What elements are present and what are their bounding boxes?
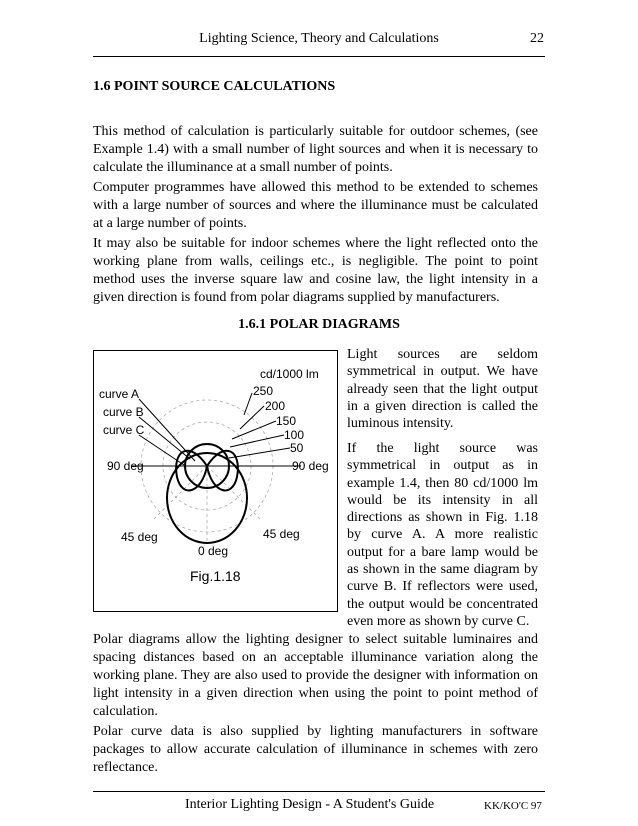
paragraph-1: This method of calculation is particularly suitable for outdoor schemes, (see Example 1.4) with a small number of light sources and when it is necessary to calculate the illuminance at a small number of points. [93, 124, 538, 175]
polar-diagram [94, 351, 338, 612]
side-paragraph-1: Light sources are seldom symmetrical in output. We have already seen that the light output in a given direction is called the luminous intensity. [347, 347, 538, 432]
page-number: 22 [530, 31, 544, 46]
units-label: cd/1000 lm [260, 367, 319, 381]
ring-label-250: 250 [253, 384, 274, 398]
polar-diagram-figure [93, 350, 338, 612]
ring-label-150: 150 [276, 414, 297, 428]
paragraph-4: Polar diagrams allow the lighting designer to select suitable luminaires and spacing distances based on an acceptable illuminance variation along the working plane. They are also used to provide the designer with information on light intensity in a given direction when using the point to point method of calculation. [93, 632, 538, 719]
curve-a-leader [139, 399, 195, 461]
curve-label-c: curve C [103, 423, 145, 437]
polar-grid [141, 400, 273, 543]
grid-line-45-right [207, 466, 260, 519]
curve-label-a: curve A [99, 387, 140, 401]
paragraph-3: It may also be suitable for indoor schemes where the light reflected onto the working plane from walls, ceilings etc., is negligible. The point to point method uses the inverse square law and cosine law, the light intensity in a given direction is found from polar diagrams supplied by manufacturers. [93, 236, 538, 305]
footer-rule [93, 791, 545, 792]
curve-label-b: curve B [103, 405, 144, 419]
grid-line-45-left [154, 466, 207, 519]
ring-150-leader [232, 421, 276, 439]
ring-label-50: 50 [290, 441, 304, 455]
figure-caption: Fig.1.18 [190, 568, 241, 584]
ring-label-100: 100 [284, 428, 305, 442]
ring-250-leader [244, 393, 252, 415]
curve-c-leader [139, 435, 184, 465]
running-header-title: Lighting Science, Theory and Calculations [199, 31, 439, 46]
angle-label-right-45: 45 deg [263, 527, 300, 541]
angle-label-right-90: 90 deg [292, 459, 329, 473]
ring-200-leader [240, 406, 264, 429]
figure-labels [99, 367, 329, 584]
footer-title: Interior Lighting Design - A Student's Guide [185, 797, 435, 812]
subsection-heading: 1.6.1 POLAR DIAGRAMS [238, 317, 400, 332]
header-rule [93, 56, 545, 57]
angle-label-left-90: 90 deg [107, 459, 144, 473]
paragraph-2: Computer programmes have allowed this method to be extended to schemes with a large number of sources and where the illuminance must be calculated at a large number of points. [93, 180, 538, 231]
curve-b-leader [139, 417, 190, 459]
ring-50-leader [229, 448, 290, 458]
section-heading: 1.6 POINT SOURCE CALCULATIONS [93, 79, 336, 94]
angle-label-0: 0 deg [198, 544, 229, 558]
side-paragraph-2: If the light source was symmetrical in output as in example 1.4, then 80 cd/1000 lm would be its intensity in all directions as shown in Fig. 1.18 by curve A. A more realistic output for a bare lamp would be as shown in the same diagram by curve B. If reflectors were used, the output would be concentrated even more as shown by curve C. [347, 441, 538, 629]
footer-code: KK/KO'C 97 [484, 800, 542, 812]
ring-label-200: 200 [265, 399, 286, 413]
paragraph-5: Polar curve data is also supplied by lighting manufacturers in software packages to allow accurate calculation of illuminance in schemes with zero reflectance. [93, 724, 538, 775]
angle-label-left-45: 45 deg [121, 530, 158, 544]
